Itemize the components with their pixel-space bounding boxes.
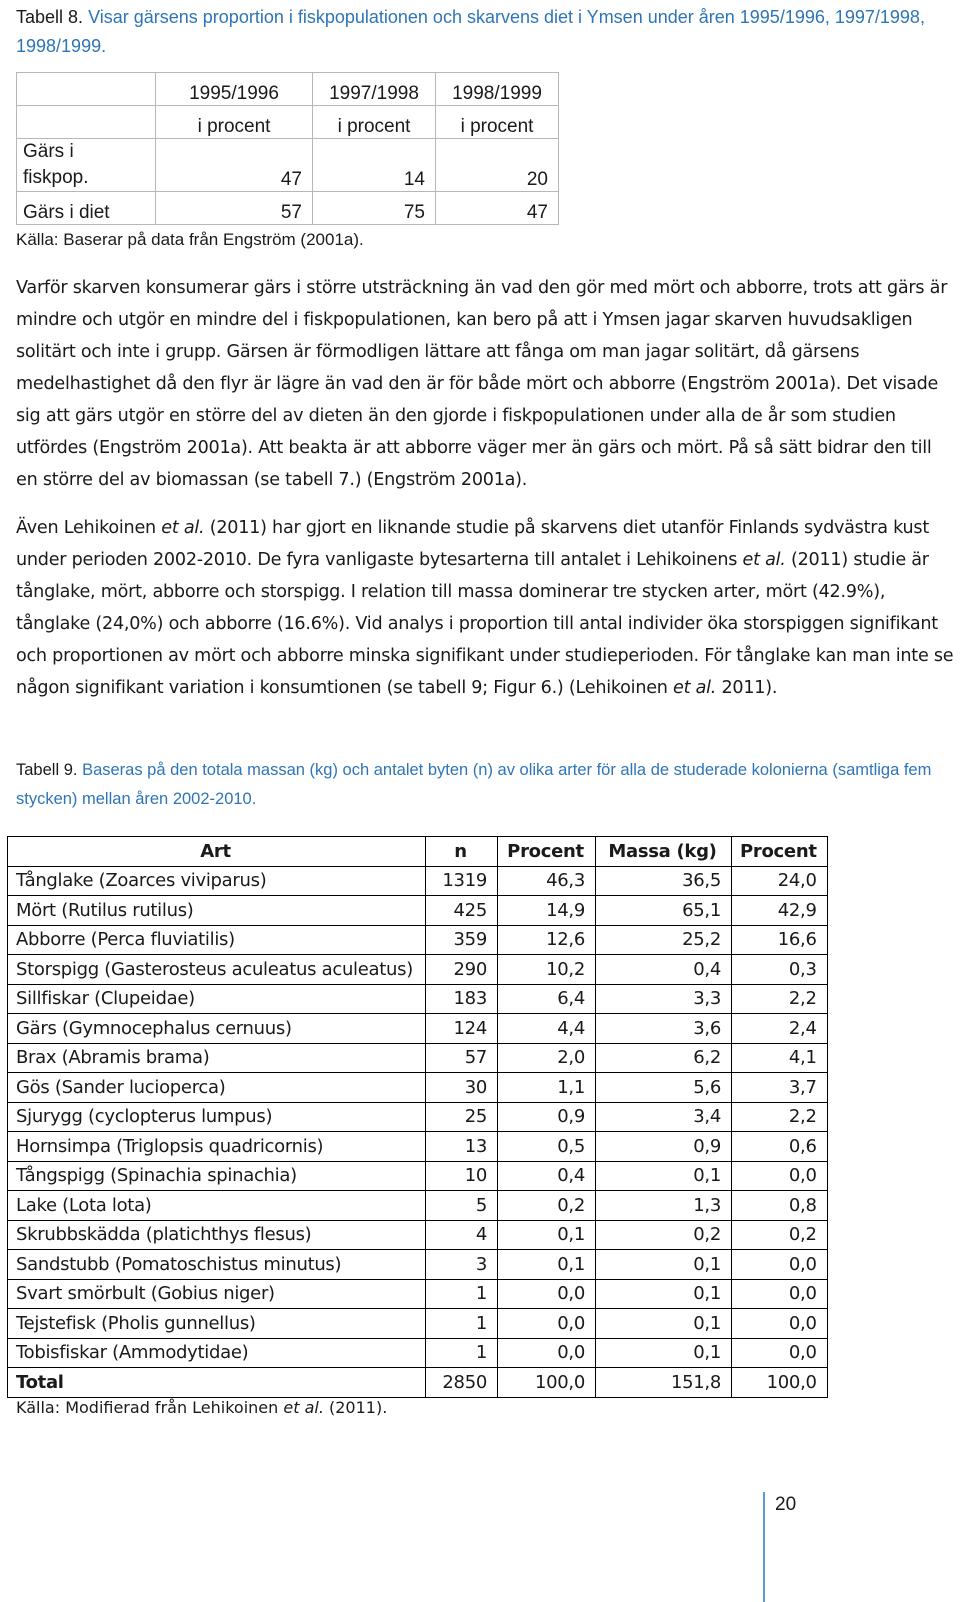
table9-value-cell: 0,2	[732, 1220, 828, 1250]
table9-value-cell: 0,9	[596, 1132, 732, 1162]
table9-row	[8, 1338, 828, 1368]
table9-species-cell: Total	[8, 1368, 426, 1398]
table9-species-cell: Sandstubb (Pomatoschistus minutus)	[8, 1250, 426, 1280]
table9-value-cell: 3,3	[596, 984, 732, 1014]
table9-value-cell: 1319	[426, 866, 498, 896]
table9-caption-label: Tabell 9.	[16, 761, 78, 779]
table9-value-cell: 13	[426, 1132, 498, 1162]
table8-row-label-line: Gärs i	[23, 141, 74, 162]
table9-header: Art	[8, 837, 426, 867]
table9-row	[8, 1102, 828, 1132]
table9-total-row	[8, 1368, 828, 1398]
table9-header: Massa (kg)	[596, 837, 732, 867]
table9-value-cell: 24,0	[732, 866, 828, 896]
table9-row	[8, 925, 828, 955]
table9-value-cell: 0,0	[498, 1338, 596, 1368]
table9-value-cell: 4,1	[732, 1043, 828, 1073]
table9-caption-text: Baseras på den totala massan (kg) och antalet byten (n) av olika arter för alla de studerade kolonierna (samtliga fem stycken) mellan åren 2002-2010.	[16, 761, 932, 808]
table9-value-cell: 14,9	[498, 896, 596, 926]
table9-value-cell: 0,1	[596, 1161, 732, 1191]
table9-header: n	[426, 837, 498, 867]
table9-value-cell: 0,0	[732, 1161, 828, 1191]
table9-value-cell: 65,1	[596, 896, 732, 926]
table9-value-cell: 2,2	[732, 1102, 828, 1132]
table8-row	[17, 192, 559, 225]
table9-header: Procent	[498, 837, 596, 867]
table8-cell: 57	[156, 192, 313, 225]
table9-value-cell: 30	[426, 1073, 498, 1103]
table9-value-cell: 16,6	[732, 925, 828, 955]
table8	[16, 72, 559, 225]
table9-value-cell: 425	[426, 896, 498, 926]
et-al: et al.	[742, 550, 786, 570]
table9-row	[8, 1161, 828, 1191]
table9-value-cell: 0,0	[732, 1309, 828, 1339]
table9-value-cell: 0,0	[732, 1279, 828, 1309]
table8-cell: 14	[313, 139, 436, 192]
table9-species-cell: Tånglake (Zoarces viviparus)	[8, 866, 426, 896]
table9-value-cell: 0,1	[596, 1250, 732, 1280]
table9	[7, 836, 828, 1398]
table9-value-cell: 0,1	[596, 1279, 732, 1309]
table9-value-cell: 10,2	[498, 955, 596, 985]
table9-row	[8, 1250, 828, 1280]
table8-row-label	[17, 139, 156, 192]
table9-row	[8, 1014, 828, 1044]
table9-value-cell: 5,6	[596, 1073, 732, 1103]
table9-value-cell: 151,8	[596, 1368, 732, 1398]
table9-species-cell: Gös (Sander lucioperca)	[8, 1073, 426, 1103]
table9-value-cell: 0,8	[732, 1191, 828, 1221]
table9-row	[8, 1191, 828, 1221]
table9-value-cell: 3	[426, 1250, 498, 1280]
table8-cell: 47	[436, 192, 559, 225]
et-al: et al.	[161, 518, 205, 538]
table9-row	[8, 984, 828, 1014]
table9-value-cell: 1	[426, 1309, 498, 1339]
table9-species-cell: Mört (Rutilus rutilus)	[8, 896, 426, 926]
table9-value-cell: 1,1	[498, 1073, 596, 1103]
et-al: et al.	[673, 678, 717, 698]
table9-species-cell: Tobisfiskar (Ammodytidae)	[8, 1338, 426, 1368]
table8-cell: 20	[436, 139, 559, 192]
table9-caption	[16, 756, 946, 814]
paragraph-2	[16, 512, 956, 704]
table9-value-cell: 1	[426, 1279, 498, 1309]
table9-value-cell: 0,4	[596, 955, 732, 985]
table9-value-cell: 100,0	[732, 1368, 828, 1398]
table9-value-cell: 2850	[426, 1368, 498, 1398]
table9-value-cell: 0,1	[596, 1338, 732, 1368]
table9-body	[8, 866, 828, 1397]
table9-row	[8, 1220, 828, 1250]
table9-value-cell: 0,0	[498, 1309, 596, 1339]
table8-row-label: Gärs i diet	[17, 192, 156, 225]
table9-value-cell: 36,5	[596, 866, 732, 896]
table9-value-cell: 1	[426, 1338, 498, 1368]
table9-species-cell: Sjurygg (cyclopterus lumpus)	[8, 1102, 426, 1132]
table8-year-row	[17, 73, 559, 106]
table8-unit: i procent	[313, 106, 436, 139]
table9-value-cell: 0,5	[498, 1132, 596, 1162]
table9-species-cell: Tejstefisk (Pholis gunnellus)	[8, 1309, 426, 1339]
table9-species-cell: Skrubbskädda (platichthys flesus)	[8, 1220, 426, 1250]
table9-species-cell: Storspigg (Gasterosteus aculeatus aculeatus)	[8, 955, 426, 985]
table9-row	[8, 1073, 828, 1103]
table8-cell: 47	[156, 139, 313, 192]
table8-row	[17, 139, 559, 192]
et-al: et al.	[283, 1398, 324, 1417]
table9-species-cell: Tångspigg (Spinachia spinachia)	[8, 1161, 426, 1191]
table8-unit: i procent	[436, 106, 559, 139]
table9-value-cell: 0,0	[498, 1279, 596, 1309]
table8-year: 1998/1999	[436, 73, 559, 106]
table9-value-cell: 2,4	[732, 1014, 828, 1044]
table9-value-cell: 3,4	[596, 1102, 732, 1132]
table9-row	[8, 1132, 828, 1162]
paragraph-2-text	[16, 512, 956, 704]
table9-value-cell: 3,7	[732, 1073, 828, 1103]
table9-value-cell: 4	[426, 1220, 498, 1250]
table9-value-cell: 6,2	[596, 1043, 732, 1073]
table8-caption-text: Visar gärsens proportion i fiskpopulationen och skarvens diet i Ymsen under åren 1995/1996, 1997/1998, 1998/1999.	[16, 7, 925, 56]
table9-species-cell: Sillfiskar (Clupeidae)	[8, 984, 426, 1014]
table9-value-cell: 0,4	[498, 1161, 596, 1191]
table9-row	[8, 866, 828, 896]
table9-value-cell: 10	[426, 1161, 498, 1191]
table9-row	[8, 1309, 828, 1339]
table9-row	[8, 1043, 828, 1073]
table9-value-cell: 3,6	[596, 1014, 732, 1044]
table9-value-cell: 0,1	[596, 1309, 732, 1339]
table9-value-cell: 12,6	[498, 925, 596, 955]
table9-header: Procent	[732, 837, 828, 867]
table9-value-cell: 2,2	[732, 984, 828, 1014]
table9-value-cell: 25	[426, 1102, 498, 1132]
paragraph-2-part: 2011).	[716, 678, 778, 698]
table9-species-cell: Hornsimpa (Triglopsis quadricornis)	[8, 1132, 426, 1162]
page-number-bar	[763, 1492, 765, 1602]
table9-source	[16, 1398, 387, 1417]
table9-value-cell: 0,6	[732, 1132, 828, 1162]
table8-cell: 75	[313, 192, 436, 225]
table9-value-cell: 0,1	[498, 1250, 596, 1280]
paragraph-1	[16, 272, 956, 496]
table9-value-cell: 0,2	[498, 1191, 596, 1221]
page-number: 20	[775, 1494, 797, 1515]
table9-value-cell: 25,2	[596, 925, 732, 955]
table9-value-cell: 57	[426, 1043, 498, 1073]
table8-unit-row	[17, 106, 559, 139]
table9-species-cell: Brax (Abramis brama)	[8, 1043, 426, 1073]
table9-value-cell: 100,0	[498, 1368, 596, 1398]
paragraph-1-text: Varför skarven konsumerar gärs i större utsträckning än vad den gör med mört och abborre, trots att gärs är mindre och utgör en mindre del i fiskpopulationen, kan bero på att i Ymsen jagar skarven huvudsakligen solitärt och inte i grupp. Gärsen är förmodligen lättare att fånga om man jagar solitärt, då gärsens medelhastighet då den flyr är lägre än vad den är för både mört och abborre (Engström 2001a). Det visade sig att gärs utgör en större del av dieten än den gjorde i fiskpopulationen under alla de år som studien utfördes (Engström 2001a). Att beakta är att abborre väger mer än gärs och mört. På så sätt bidrar den till en större del av biomassan (se tabell 7.) (Engström 2001a).	[16, 278, 948, 490]
table9-value-cell: 5	[426, 1191, 498, 1221]
table9-value-cell: 0,9	[498, 1102, 596, 1132]
table9-row	[8, 955, 828, 985]
paragraph-2-part: Även Lehikoinen	[16, 518, 162, 538]
table9-value-cell: 290	[426, 955, 498, 985]
table8-caption-label: Tabell 8.	[16, 7, 84, 27]
table9-value-cell: 46,3	[498, 866, 596, 896]
table9-value-cell: 359	[426, 925, 498, 955]
table9-value-cell: 124	[426, 1014, 498, 1044]
table9-value-cell: 6,4	[498, 984, 596, 1014]
paragraph-2-part: (2011) har gjort en liknande studie på skarvens diet utanför Finlands sydvästra kust under perioden 2002-2010. De fyra vanligaste bytesarterna till antalet i Lehikoinens	[16, 518, 929, 570]
table8-year: 1997/1998	[313, 73, 436, 106]
paragraph-2-part: (2011) studie är tånglake, mört, abborre och storspigg. I relation till massa dominerar tre stycken arter, mört (42.9%), tånglake (24,0%) och abborre (16.6%). Vid analys i proportion till antal individer öka storspiggen signifikant och proportionen av mört och abborre minska signifikant under studieperioden. För tånglake kan man inte se någon signifikant variation i konsumtionen (se tabell 9; Figur 6.) (Lehikoinen	[16, 550, 954, 698]
table8-source: Källa: Baserar på data från Engström (2001a).	[16, 230, 364, 249]
table8-row-label-line: fiskpop.	[23, 167, 89, 188]
table9-value-cell: 1,3	[596, 1191, 732, 1221]
table8-unit: i procent	[156, 106, 313, 139]
table9-species-cell: Abborre (Perca fluviatilis)	[8, 925, 426, 955]
table9-species-cell: Svart smörbult (Gobius niger)	[8, 1279, 426, 1309]
table9-species-cell: Gärs (Gymnocephalus cernuus)	[8, 1014, 426, 1044]
table9-value-cell: 2,0	[498, 1043, 596, 1073]
table8-caption	[16, 3, 946, 61]
table9-value-cell: 0,3	[732, 955, 828, 985]
table9-value-cell: 4,4	[498, 1014, 596, 1044]
table9-value-cell: 0,1	[498, 1220, 596, 1250]
table8-year: 1995/1996	[156, 73, 313, 106]
table9-header-row	[8, 837, 828, 867]
table9-species-cell: Lake (Lota lota)	[8, 1191, 426, 1221]
table9-value-cell: 0,0	[732, 1250, 828, 1280]
table9-row	[8, 896, 828, 926]
table9-value-cell: 42,9	[732, 896, 828, 926]
table9-value-cell: 0,2	[596, 1220, 732, 1250]
table9-source-part: Källa: Modifierad från Lehikoinen	[16, 1398, 284, 1417]
table9-value-cell: 0,0	[732, 1338, 828, 1368]
table9-value-cell: 183	[426, 984, 498, 1014]
table9-source-part: (2011).	[323, 1398, 388, 1417]
table9-row	[8, 1279, 828, 1309]
